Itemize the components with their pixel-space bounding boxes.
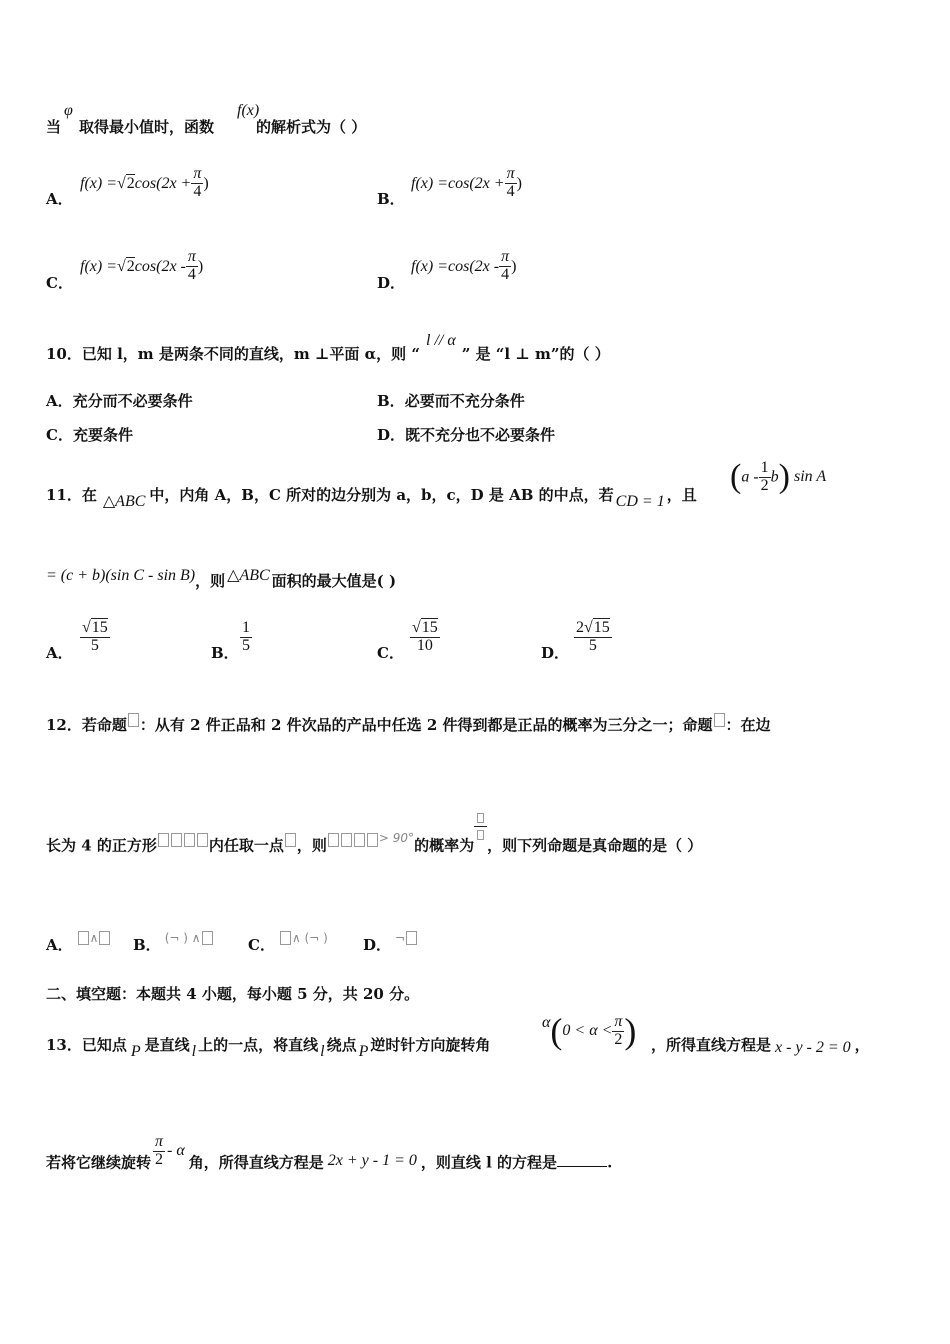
rotation-fraction: $\frac{\pi}{2}$ [155,1133,164,1168]
q11-option-b-label[interactable]: B． [211,644,239,662]
q10-option-a[interactable]: A．充分而不必要条件 [46,392,193,410]
q13-stem-line1-tail: ，所得直线方程是 x - y - 2 = 0 ， [651,1036,870,1056]
q10-stem: 10．已知 l，m 是两条不同的直线，m ⊥平面 α，则 “l // α” 是 “l ⊥ m”的（ ） [46,332,610,363]
phi-symbol: φ [64,102,73,119]
triangle-abc: △ABC [102,493,146,510]
q12-stem-line2: 长为 4 的正方形 内任取一点 ，则 $^{> 90^\circ}$的概率为 ，则下列命题是真命题的是（ ） [46,830,702,863]
q11-option-c-value: $\frac{√15}{10}$ [412,619,438,654]
q11-option-a-label[interactable]: A． [46,644,73,662]
q9-option-a-formula: f(x) =√2cos(2x + $\frac{\pi}{4}$ ) [80,165,209,200]
q12-option-d[interactable]: D． ¬ [363,934,418,955]
q9-option-c-label[interactable]: C． [46,274,73,292]
equation-2: 2x + y - 1 = 0 [327,1152,417,1170]
equation-right-side: = (c + b)(sin C - sin B) [46,567,196,584]
triangle-abc-2: △ABC [227,567,270,584]
angle-greater-90: > 90° [378,831,415,846]
square-name-placeholder [157,830,209,848]
equation-1: x - y - 2 = 0 [775,1039,851,1056]
q12-stem-line1: 12．若命题 ：从有 2 件正品和 2 件次品的产品中任选 2 件得到都是正品的概率为三分之一；命题 ：在边 [46,714,771,735]
probability-fraction-placeholder [474,810,487,843]
q11-option-a-value: $\frac{√15}{5}$ [82,619,108,654]
q10-option-b[interactable]: B．必要而不充分条件 [377,392,525,410]
q11-stem-line2: = (c + b)(sin C - sin B)，则 △ABC 面积的最大值是( ) [46,567,397,590]
q9-option-c-formula: f(x) =√2cos(2x - $\frac{\pi}{4}$ ) [80,248,204,283]
q12-option-b[interactable]: B． (¬ ) ∧ [133,934,214,955]
q13-stem-line2: 若将它继续旋转 $\frac{\pi}{2}$ - α角，所得直线方程是 2x + y - 1 = 0 ，则直线 l 的方程是 . [46,1133,613,1172]
proposition-q-placeholder [714,713,725,727]
q9-option-d-label[interactable]: D． [377,274,406,292]
q9-option-a-label[interactable]: A． [46,190,73,208]
proposition-p-placeholder [128,713,139,727]
angle-placeholder [327,830,379,848]
cd-equation: CD = 1 [615,493,665,510]
q11-option-c-label[interactable]: C． [377,644,404,662]
q11-option-d-value: $\frac{2√15}{5}$ [576,619,610,654]
point-placeholder [285,833,296,847]
parallel-expression: l // α [426,332,456,349]
q13-stem-line1: 13．已知点 P 是直线 l 上的一点，将直线 l 绕点 P 逆时针方向旋转角 [46,1036,491,1060]
q10-option-d[interactable]: D．既不充分也不必要条件 [377,426,556,444]
q9-stem: 当 φ 取得最小值时，函数 f(x) 的解析式为（ ） [46,102,367,136]
q12-option-a[interactable]: A． ∧ [46,934,111,955]
q11-option-b-value: $\frac{1}{5}$ [242,619,250,654]
q11-condition-expression: (a - $\frac{1}{2}$ b) sin A [730,458,827,495]
q9-option-b-label[interactable]: B． [377,190,405,208]
q13-angle-condition: α(0 < α < $\frac{\pi}{2}$ ) [542,1011,637,1051]
q11-stem-line1: 11．在 △ABC 中，内角 A，B，C 所对的边分别为 a，b，c，D 是 AB 的中点，若 CD = 1 ，且 [46,486,697,510]
q12-option-c[interactable]: C． ∧ (¬ ) [248,931,328,954]
q9-option-d-formula: f(x) =cos(2x - $\frac{\pi}{4}$ ) [411,248,517,283]
q11-option-d-label[interactable]: D． [541,644,570,662]
answer-blank[interactable] [557,1166,607,1167]
section-2-title: 二、填空题：本题共 4 小题，每小题 5 分，共 20 分。 [46,985,420,1003]
q9-option-b-formula: f(x) =cos(2x + $\frac{\pi}{4}$ ) [411,165,522,200]
q10-option-c[interactable]: C．充要条件 [46,426,133,444]
fx-symbol: f(x) [237,102,260,119]
